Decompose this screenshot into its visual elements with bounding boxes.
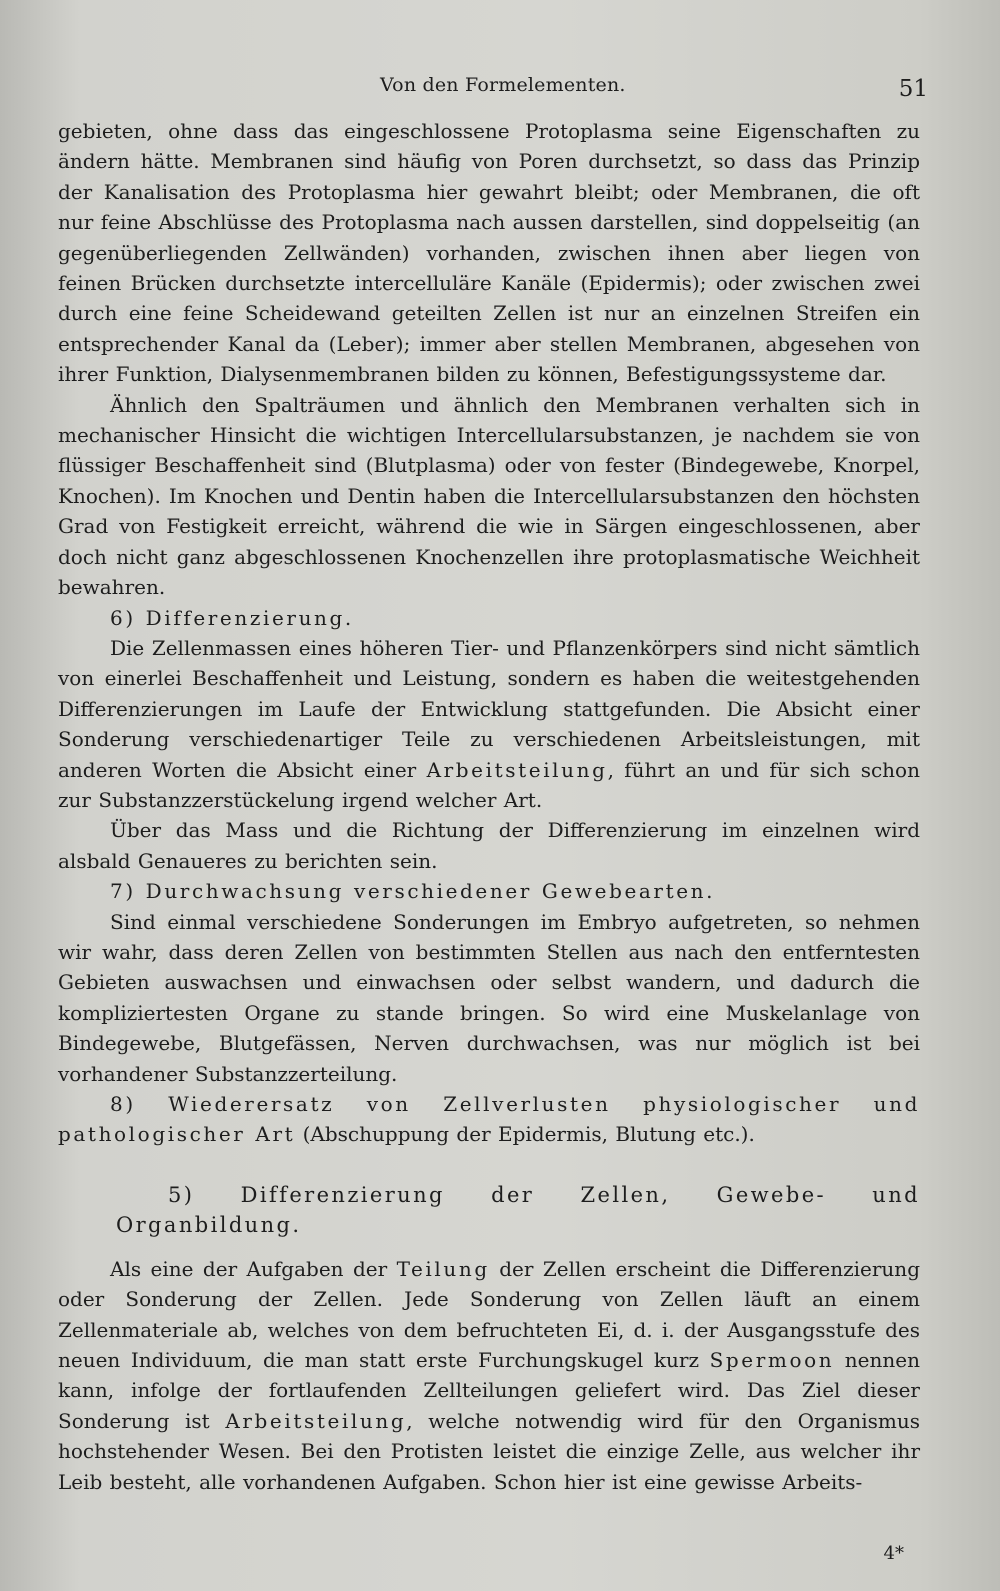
paragraph-replacement bbox=[58, 1089, 920, 1150]
paragraph-intergrowth: Sind einmal verschiedene Sonderungen im Embryo aufgetreten, so nehmen wir wahr, dass deren Zellen von bestimmten Stellen aus nach den entferntesten Gebieten auswachsen und einwachsen oder selbst wandern, und dadurch die kompliziertesten Organe zu stande bringen. So wird eine Muskelanlage von Bindegewebe, Blutgefässen, Nerven durchwachsen, was nur möglich ist bei vorhandener Substanzzerteilung. bbox=[58, 909, 920, 1086]
paragraph-replacement-text: (Abschuppung der Epidermis, Blutung etc.). bbox=[295, 1122, 755, 1147]
heading-differentiation-text: 6) Differenzierung. bbox=[110, 605, 354, 630]
page-body bbox=[58, 116, 920, 1497]
cell-diff-text-d: , welche notwendig wird für den Organismus hochstehender Wesen. Bei den Protisten leistet die einzige Zelle, aus welcher ihr Leib besteht, alle vorhandenen Aufgaben. Schon hier ist eine gewisse Arbeits- bbox=[58, 1408, 920, 1494]
emphasis-arbeitsteilung: Arbeitsteilung bbox=[426, 757, 608, 782]
signature-mark: 4* bbox=[883, 1543, 904, 1564]
paragraph-differentiation bbox=[58, 633, 920, 815]
section-gap bbox=[58, 1150, 920, 1180]
heading-replacement-text: 8) Wiederersatz von Zellverlusten physiologischer und pathologischer Art bbox=[58, 1092, 920, 1147]
paragraph-measure-direction: Über das Mass und die Richtung der Differenzierung im einzelnen wird alsbald Genaueres zu berichten sein. bbox=[58, 818, 920, 873]
section-heading: 5) Differenzierung der Zellen, Gewebe- und Organbildung. bbox=[116, 1182, 920, 1237]
page-number: 51 bbox=[898, 76, 928, 102]
paragraph-membranes: gebieten, ohne dass das eingeschlossene Protoplasma seine Eigenschaften zu ändern hätte. Membranen sind häufig von Poren durchsetzt, so dass das Prinzip der Kanalisation des Protoplasma hier gewahrt bleibt; oder Membranen, die oft nur feine Abschlüsse des Protoplasma nach aussen darstellen, sind doppelseitig (an gegenüberliegenden Zellwänden) vorhanden, zwischen ihnen aber liegen von feinen Brücken durchsetzte intercelluläre Kanäle (Epidermis); oder zwischen zwei durch eine feine Scheidewand geteilten Zellen ist nur an einzelnen Streifen ein entsprechender Kanal da (Leber); immer aber stellen Membranen, abgesehen von ihrer Funktion, Dialysenmembranen bilden zu können, Befestigungssysteme dar. bbox=[58, 119, 920, 387]
emphasis-spermoon: Spermoon bbox=[709, 1348, 835, 1373]
paragraph-cell-differentiation bbox=[58, 1254, 920, 1497]
cell-diff-text-b: der Zellen erscheint die Differenzierung oder Sonderung der Zellen. Jede Sonderung von Zellen läuft an einem Zellenmateriale ab, welches von dem befruchteten Ei, d. i. der Ausgangsstufe des neuen Individuum, die man statt erste Furchungskugel kurz bbox=[58, 1256, 920, 1373]
cell-diff-text-a: Als eine der Aufgaben der bbox=[110, 1256, 397, 1281]
running-title: Von den Formelementen. bbox=[380, 74, 626, 96]
emphasis-arbeitsteilung-2: Arbeitsteilung bbox=[225, 1408, 407, 1433]
heading-differentiation bbox=[58, 603, 920, 633]
cell-diff-text-c: nennen kann, infolge der fortlaufenden Zellteilungen geliefert wird. Das Ziel dieser Sonderung ist bbox=[58, 1348, 921, 1433]
paragraph-differentiation-text-b: , führt an und für sich schon zur Substanzzerstückelung irgend welcher Art. bbox=[58, 757, 920, 812]
heading-intergrowth-text: 7) Durchwachsung verschiedener Gewebearten. bbox=[110, 879, 716, 904]
emphasis-teilung: Teilung bbox=[396, 1256, 490, 1281]
heading-intergrowth bbox=[58, 876, 920, 906]
running-head bbox=[0, 72, 1000, 106]
paragraph-intercellular-substances: Ähnlich den Spalträumen und ähnlich den Membranen verhalten sich in mechanischer Hinsicht die wichtigen Intercellularsubstanzen, je nachdem sie von flüssiger Beschaffenheit sind (Blutplasma) oder von fester (Bindegewebe, Knorpel, Knochen). Im Knochen und Dentin haben die Intercellularsubstanzen den höchsten Grad von Festigkeit erreicht, während die wie in Särgen eingeschlossenen, aber doch nicht ganz abgeschlossenen Knochenzellen ihre protoplasmatische Weichheit bewahren. bbox=[58, 392, 920, 600]
paragraph-differentiation-text-a: Die Zellenmassen eines höheren Tier- und Pflanzenkörpers sind nicht sämtlich von einerlei Beschaffenheit und Leistung, sondern es haben die weitestgehenden Differenzierungen im Laufe der Entwicklung stattgefunden. Die Absicht einer Sonderung verschiedenartiger Teile zu verschiedenen Arbeitsleistungen, mit anderen Worten die Absicht einer bbox=[58, 635, 920, 782]
